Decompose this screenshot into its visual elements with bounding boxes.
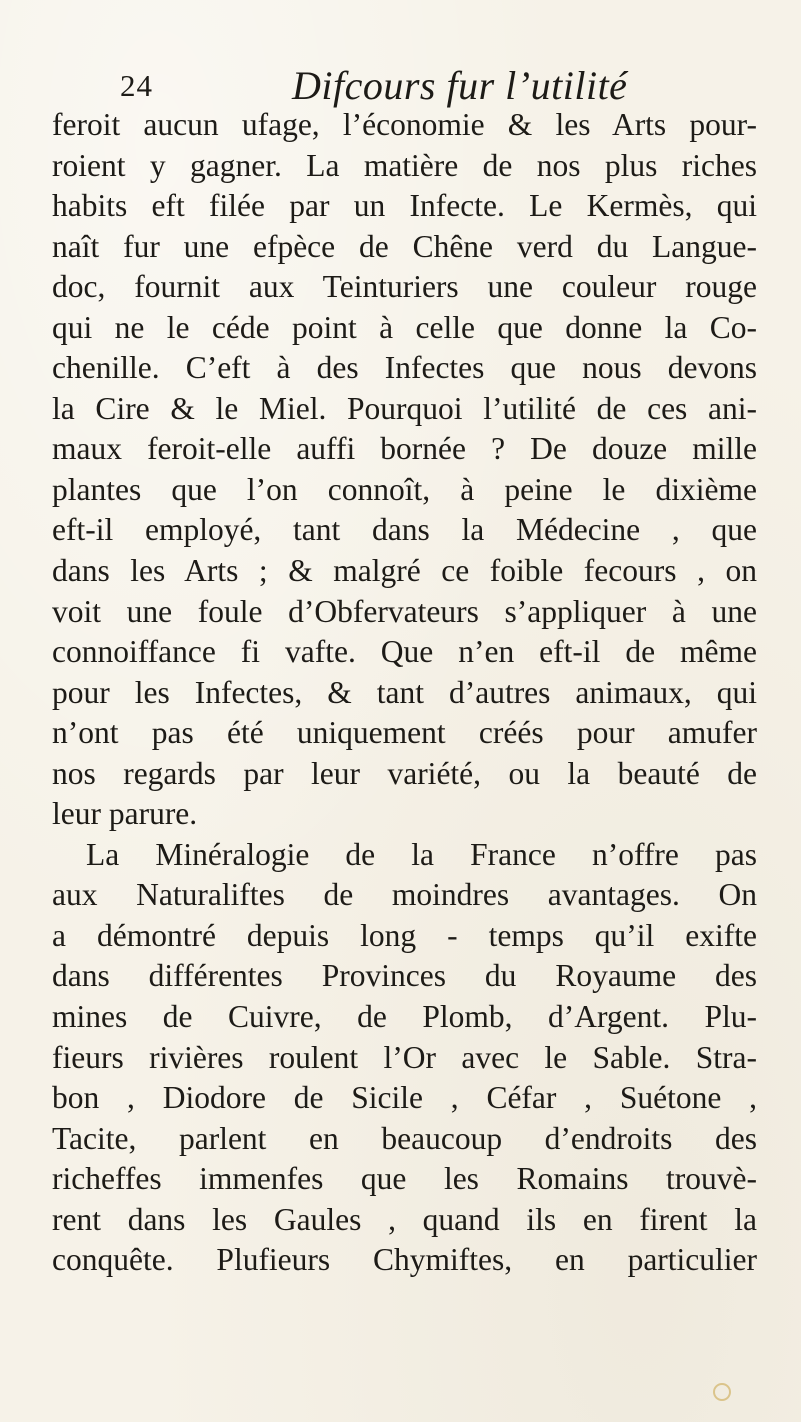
text-line: conquête. Plufieurs Chymiftes, en particulier <box>52 1242 757 1278</box>
text-line: a démontré depuis long - temps qu’il exifte <box>52 917 757 953</box>
running-title: Difcours fur l’utilité <box>292 63 628 108</box>
text-line: naît fur une efpèce de Chêne verd du Langue- <box>52 228 757 264</box>
text-line: plantes que l’on connoît, à peine le dixième <box>52 471 757 507</box>
text-line: chenille. C’eft à des Infectes que nous devons <box>52 350 757 386</box>
paper-stain <box>713 1383 731 1401</box>
page-number: 24 <box>120 68 153 103</box>
text-line: richeffes immenfes que les Romains trouvè- <box>52 1161 757 1197</box>
text-line: eft-il employé, tant dans la Médecine , que <box>52 512 757 548</box>
text-line: aux Naturaliftes de moindres avantages. On <box>52 877 757 913</box>
text-line: Tacite, parlent en beaucoup d’endroits des <box>52 1120 757 1156</box>
text-line: pour les Infectes, & tant d’autres animaux, qui <box>52 674 757 710</box>
text-line: feroit aucun ufage, l’économie & les Arts pour- <box>52 107 757 142</box>
page-header <box>120 62 740 110</box>
text-line: la Cire & le Miel. Pourquoi l’utilité de ces ani- <box>52 390 757 426</box>
paragraph-start-line: La Minéralogie de la France n’offre pas <box>86 836 757 872</box>
text-line: rent dans les Gaules , quand ils en firent la <box>52 1201 757 1237</box>
text-line: mines de Cuivre, de Plomb, d’Argent. Plu- <box>52 999 757 1035</box>
text-line: bon , Diodore de Sicile , Céfar , Suétone , <box>52 1080 757 1116</box>
paragraph-end-line: leur parure. <box>52 796 198 832</box>
text-line: connoiffance fi vafte. Que n’en eft-il de même <box>52 634 757 670</box>
text-line: qui ne le céde point à celle que donne la Co- <box>52 309 757 345</box>
text-line: maux feroit-elle auffi bornée ? De douze mille <box>52 431 757 467</box>
text-line: dans les Arts ; & malgré ce foible fecours , on <box>52 553 757 589</box>
text-line: voit une foule d’Obfervateurs s’appliquer à une <box>52 593 757 629</box>
text-line: n’ont pas été uniquement créés pour amufer <box>52 715 757 751</box>
body-text <box>52 105 757 1281</box>
text-line: dans différentes Provinces du Royaume des <box>52 958 757 994</box>
text-line: habits eft filée par un Infecte. Le Kermès, qui <box>52 188 757 224</box>
text-line: fieurs rivières roulent l’Or avec le Sable. Stra- <box>52 1039 757 1075</box>
text-line: roient y gagner. La matière de nos plus riches <box>52 147 757 183</box>
text-line: nos regards par leur variété, ou la beauté de <box>52 755 757 791</box>
text-line: doc, fournit aux Teinturiers une couleur rouge <box>52 269 757 305</box>
